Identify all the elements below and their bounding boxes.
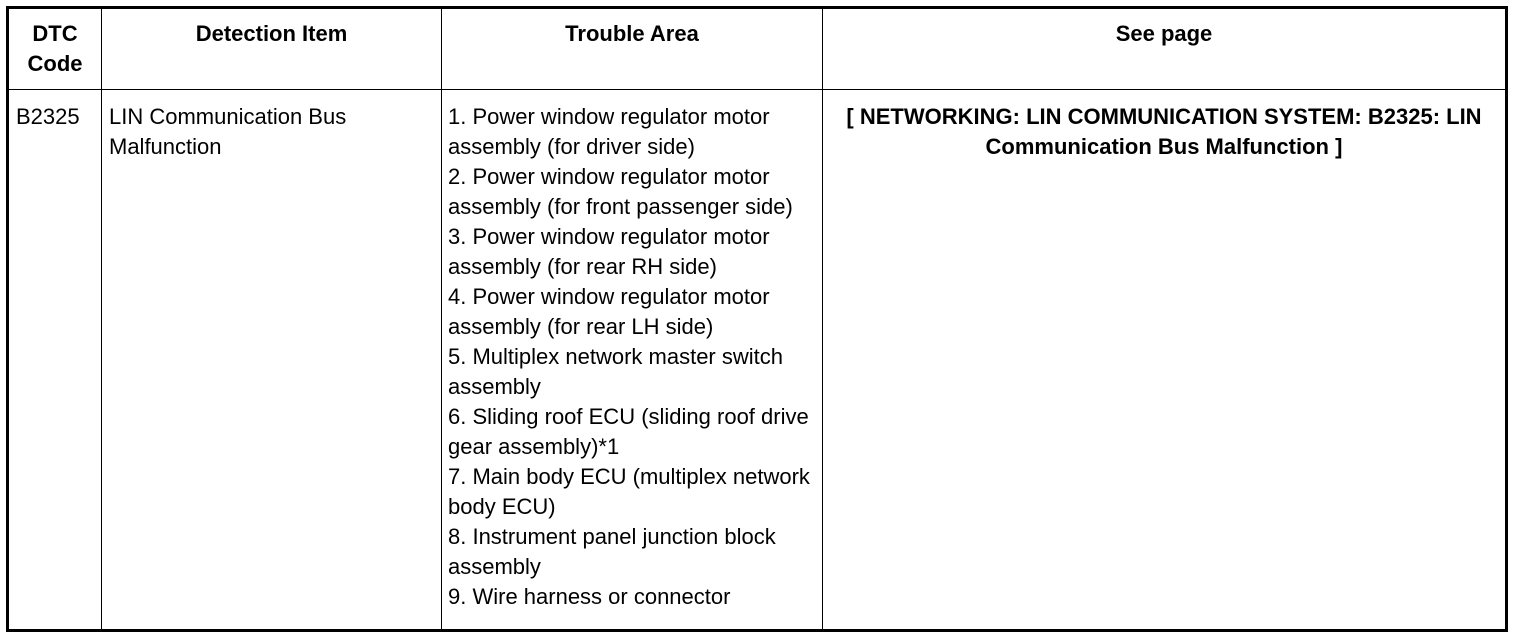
trouble-area-item: 4. Power window regulator motor assembly (for rear LH side) <box>448 284 770 339</box>
header-trouble-area: Trouble Area <box>442 8 823 90</box>
header-dtc-code <box>8 8 102 90</box>
trouble-area-item: 9. Wire harness or connector <box>448 584 731 609</box>
trouble-area-cell <box>442 90 823 631</box>
trouble-area-item: 2. Power window regulator motor assembly (for front passenger side) <box>448 164 793 219</box>
detection-item-cell: LIN Communication Bus Malfunction <box>102 90 442 631</box>
trouble-area-item: 6. Sliding roof ECU (sliding roof drive gear assembly)*1 <box>448 404 809 459</box>
header-detection-item: Detection Item <box>102 8 442 90</box>
trouble-area-item: 1. Power window regulator motor assembly (for driver side) <box>448 104 770 159</box>
trouble-area-list <box>448 102 816 612</box>
trouble-area-item: 8. Instrument panel junction block assembly <box>448 524 776 579</box>
dtc-table <box>6 6 1508 632</box>
trouble-area-item: 5. Multiplex network master switch assembly <box>448 344 783 399</box>
table-row <box>8 90 1507 631</box>
dtc-code-cell: B2325 <box>8 90 102 631</box>
trouble-area-item: 3. Power window regulator motor assembly (for rear RH side) <box>448 224 770 279</box>
trouble-area-item: 7. Main body ECU (multiplex network body ECU) <box>448 464 810 519</box>
header-dtc-code-line1: DTC <box>32 21 78 46</box>
see-page-link[interactable]: [ NETWORKING: LIN COMMUNICATION SYSTEM: B2325: LIN Communication Bus Malfunction ] <box>823 90 1507 631</box>
header-dtc-code-line2: Code <box>27 51 83 76</box>
table-header-row <box>8 8 1507 90</box>
header-see-page: See page <box>823 8 1507 90</box>
